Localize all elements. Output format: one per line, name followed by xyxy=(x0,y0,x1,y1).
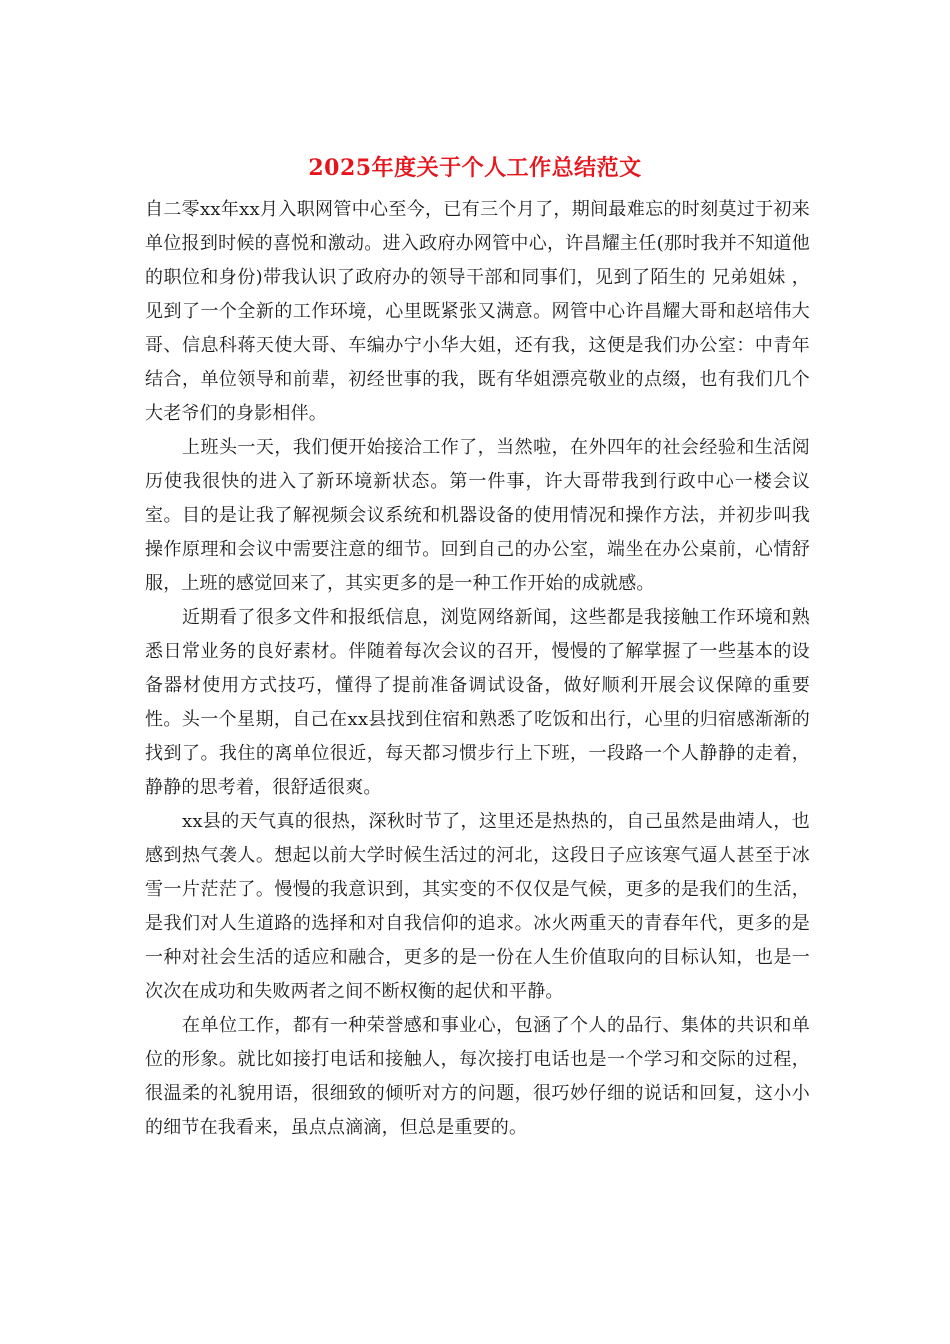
document-body xyxy=(145,193,810,1145)
document-title: 2025年度关于个人工作总结范文 xyxy=(308,155,642,181)
paragraph-5: 在单位工作，都有一种荣誉感和事业心，包涵了个人的品行、集体的共识和单位的形象。就比如接打电话和接触人，每次接打电话也是一个学习和交际的过程，很温柔的礼貌用语，很细致的倾听对方的问题，很巧妙仔细的说话和回复，这小小的细节在我看来，虽点点滴滴，但总是重要的。 xyxy=(145,1015,810,1138)
paragraph-1: 自二零xx年xx月入职网管中心至今，已有三个月了，期间最难忘的时刻莫过于初来单位报到时候的喜悦和激动。进入政府办网管中心，许昌耀主任(那时我并不知道他的职位和身份)带我认识了政府办的领导干部和同事们，见到了陌生的 兄弟姐妹 ，见到了一个全新的工作环境，心里既紧张又满意。网管中心许昌耀大哥和赵培伟大哥、信息科蒋天使大哥、车编办宁小华大姐，还有我，这便是我们办公室：中青年结合，单位领导和前辈，初经世事的我，既有华姐漂亮敬业的点缀，也有我们几个大老爷们的身影相伴。 xyxy=(145,199,810,424)
paragraph-3: 近期看了很多文件和报纸信息，浏览网络新闻，这些都是我接触工作环境和熟悉日常业务的良好素材。伴随着每次会议的召开，慢慢的了解掌握了一些基本的设备器材使用方式技巧，懂得了提前准备调试设备，做好顺利开展会议保障的重要性。头一个星期，自己在xx县找到住宿和熟悉了吃饭和出行，心里的归宿感渐渐的找到了。我住的离单位很近，每天都习惯步行上下班，一段路一个人静静的走着，静静的思考着，很舒适很爽。 xyxy=(145,607,810,798)
paragraph-4: xx县的天气真的很热，深秋时节了，这里还是热热的，自己虽然是曲靖人，也感到热气袭人。想起以前大学时候生活过的河北，这段日子应该寒气逼人甚至于冰雪一片茫茫了。慢慢的我意识到，其实变的不仅仅是气候，更多的是我们的生活，是我们对人生道路的选择和对自我信仰的追求。冰火两重天的青春年代，更多的是一种对社会生活的适应和融合，更多的是一份在人生价值取向的目标认知，也是一次次在成功和失败两者之间不断权衡的起伏和平静。 xyxy=(145,811,810,1002)
paragraph-2: 上班头一天，我们便开始接洽工作了，当然啦，在外四年的社会经验和生活阅历使我很快的进入了新环境新状态。第一件事，许大哥带我到行政中心一楼会议室。目的是让我了解视频会议系统和机器设备的使用情况和操作方法，并初步叫我操作原理和会议中需要注意的细节。回到自己的办公室，端坐在办公桌前，心情舒服，上班的感觉回来了，其实更多的是一种工作开始的成就感。 xyxy=(145,437,810,594)
